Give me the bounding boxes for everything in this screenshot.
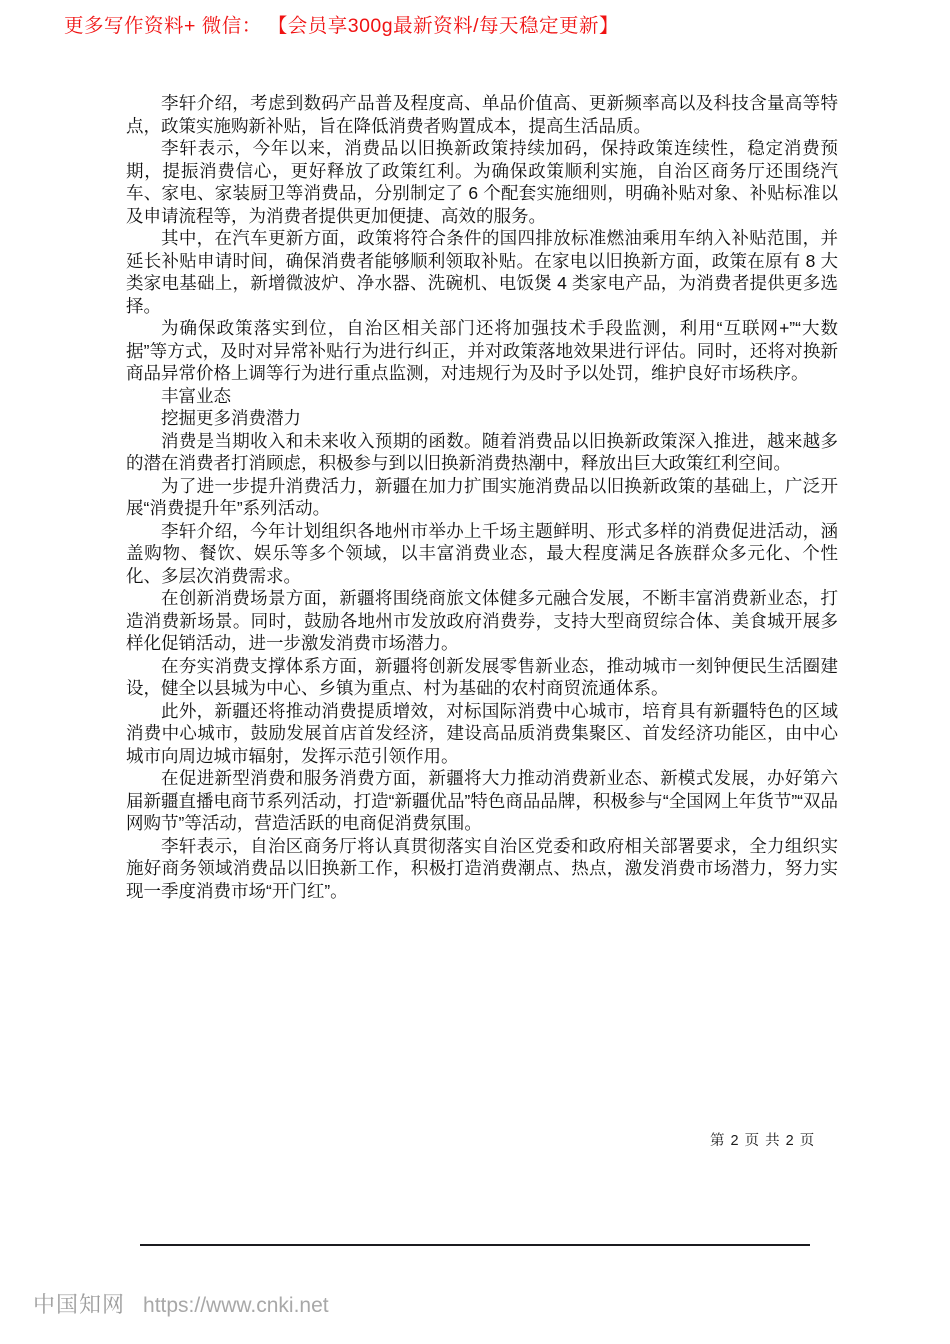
- paragraph: 其中，在汽车更新方面，政策将符合条件的国四排放标准燃油乘用车纳入补贴范围，并延长补贴申请时间，确保消费者能够顺利领取补贴。在家电以旧换新方面，政策在原有 8 大类家电基础上，新增微波炉、净水器、洗碗机、电饭煲 4 类家电产品，为消费者提供更多选择。: [126, 228, 838, 316]
- paragraph: 为了进一步提升消费活力，新疆在加力扩围实施消费品以旧换新政策的基础上，广泛开展“消费提升年”系列活动。: [126, 475, 838, 518]
- cnki-site-name: 中国知网: [33, 1292, 126, 1317]
- document-body: [126, 92, 838, 902]
- watermark: [33, 1288, 329, 1319]
- paragraph: 丰富业态: [161, 385, 231, 406]
- promo-header-text: 更多写作资料+ 微信： 【会员享300g最新资料/每天稳定更新】: [64, 15, 620, 37]
- paragraph: 为确保政策落实到位，自治区相关部门还将加强技术手段监测，利用“互联网+”“大数据”等方式，及时对异常补贴行为进行纠正，并对政策落地效果进行评估。同时，还将对换新商品异常价格上调等行为进行重点监测，对违规行为及时予以处罚，维护良好市场秩序。: [126, 318, 838, 383]
- page-indicator: 第 2 页 共 2 页: [710, 1133, 816, 1149]
- paragraph: 李轩介绍，今年计划组织各地州市举办上千场主题鲜明、形式多样的消费促进活动，涵盖购物、餐饮、娱乐等多个领域，以丰富消费业态，最大程度满足各族群众多元化、个性化、多层次消费需求。: [126, 520, 838, 586]
- paragraph: 在夯实消费支撑体系方面，新疆将创新发展零售新业态，推动城市一刻钟便民生活圈建设，健全以县城为中心、乡镇为重点、村为基础的农村商贸流通体系。: [126, 655, 838, 698]
- paragraph: 此外，新疆还将推动消费提质增效，对标国际消费中心城市，培育具有新疆特色的区域消费中心城市，鼓励发展首店首发经济，建设高品质消费集聚区、首发经济功能区，由中心城市向周边城市辐射，发挥示范引领作用。: [126, 700, 838, 766]
- paragraph: 李轩表示，今年以来，消费品以旧换新政策持续加码，保持政策连续性，稳定消费预期，提振消费信心，更好释放了政策红利。为确保政策顺利实施，自治区商务厅还围绕汽车、家电、家装厨卫等消费品，分别制定了 6 个配套实施细则，明确补贴对象、补贴标准以及申请流程等，为消费者提供更加便捷、高效的服务。: [126, 138, 838, 226]
- paragraph: 李轩表示，自治区商务厅将认真贯彻落实自治区党委和政府相关部署要求，全力组织实施好商务领域消费品以旧换新工作，积极打造消费潮点、热点，激发消费市场潜力，努力实现一季度消费市场“开门红”。: [126, 835, 838, 901]
- paragraph: 消费是当期收入和未来收入预期的函数。随着消费品以旧换新政策深入推进，越来越多的潜在消费者打消顾虑，积极参与到以旧换新消费热潮中，释放出巨大政策红利空间。: [126, 430, 838, 473]
- footer-divider: [140, 1244, 810, 1246]
- paragraph: 在促进新型消费和服务消费方面，新疆将大力推动消费新业态、新模式发展，办好第六届新疆直播电商节系列活动，打造“新疆优品”特色商品品牌，积极参与“全国网上年货节”“双品网购节”等活动，营造活跃的电商促消费氛围。: [126, 768, 838, 833]
- cnki-site-url: https://www.cnki.net: [143, 1294, 329, 1317]
- paragraph: 在创新消费场景方面，新疆将围绕商旅文体健多元融合发展，不断丰富消费新业态，打造消费新场景。同时，鼓励各地州市发放政府消费券，支持大型商贸综合体、美食城开展多样化促销活动，进一步激发消费市场潜力。: [126, 588, 838, 653]
- paragraph: 李轩介绍，考虑到数码产品普及程度高、单品价值高、更新频率高以及科技含量高等特点，政策实施购新补贴，旨在降低消费者购置成本，提高生活品质。: [126, 93, 838, 136]
- paragraph: 挖掘更多消费潜力: [161, 408, 301, 428]
